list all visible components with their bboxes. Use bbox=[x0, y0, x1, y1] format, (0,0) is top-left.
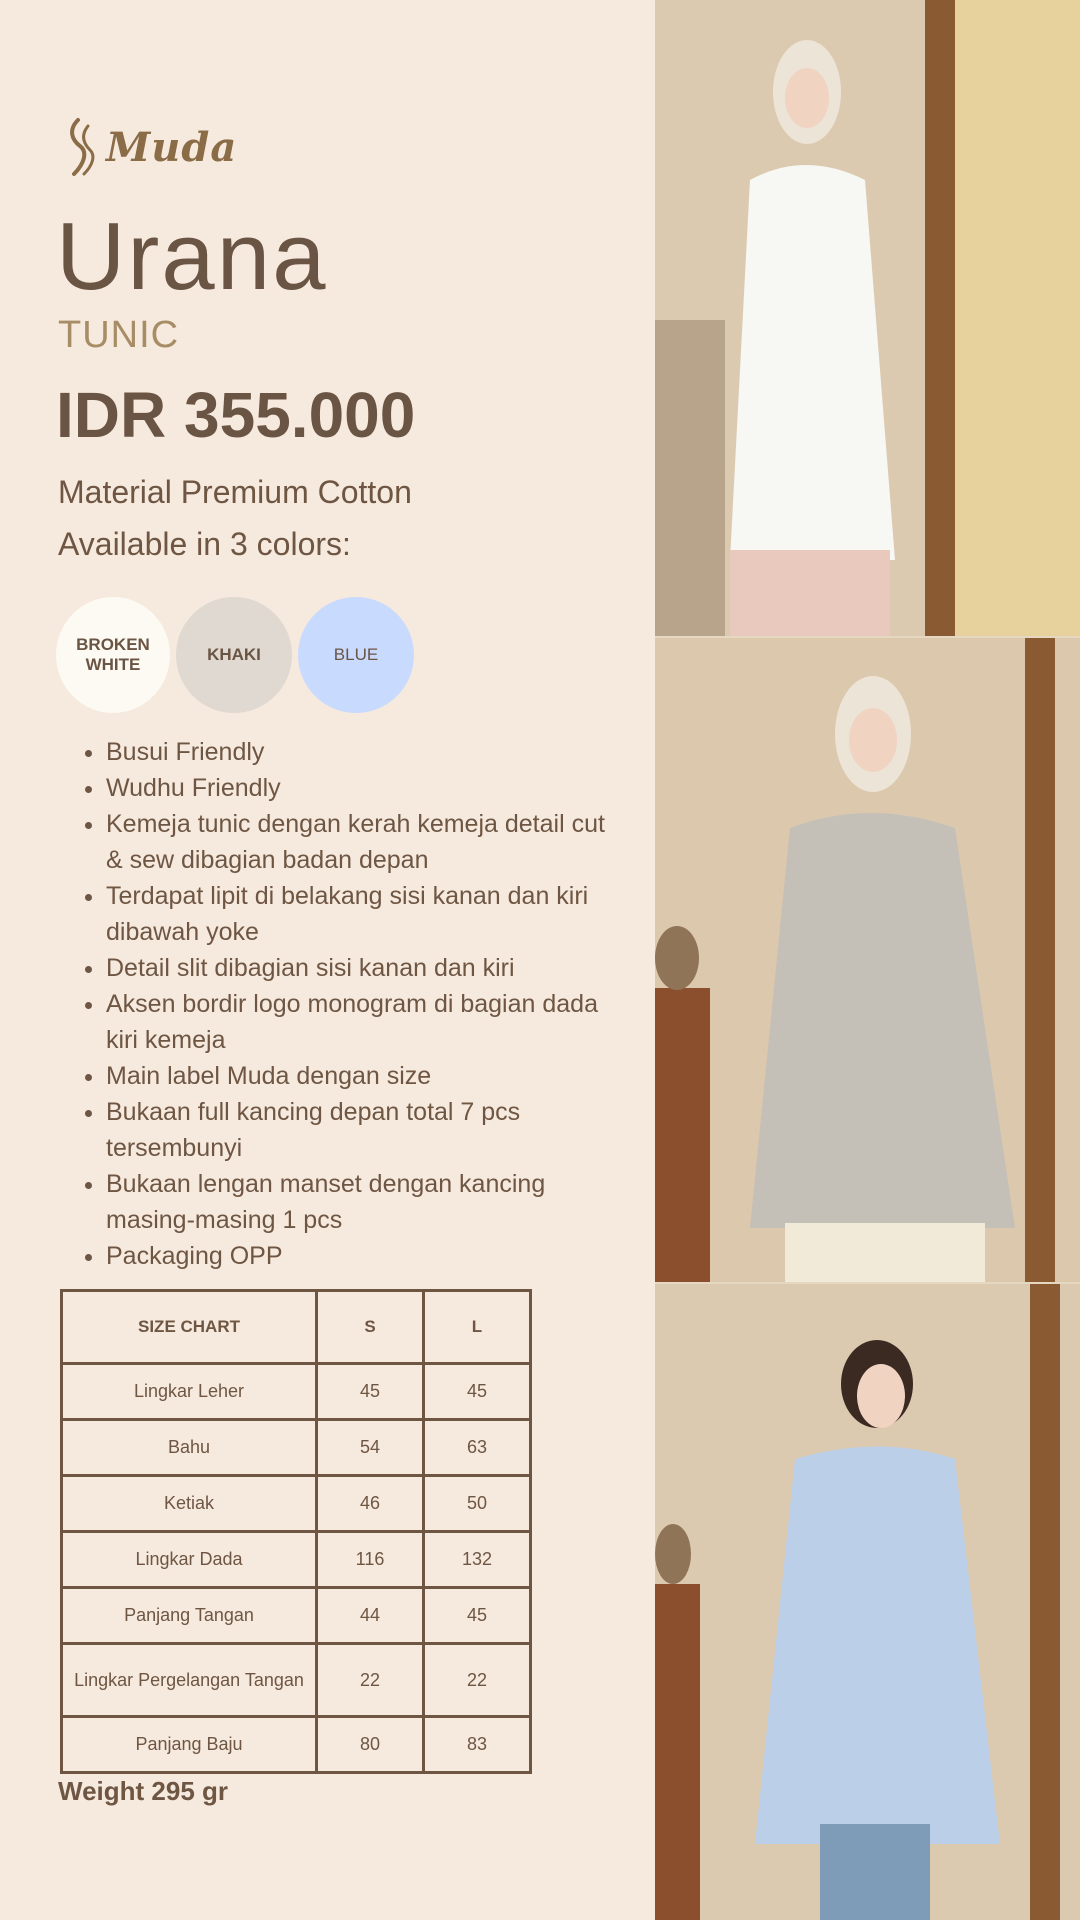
table-row bbox=[62, 1476, 531, 1532]
color-swatch-broken-white bbox=[56, 597, 170, 713]
table-cell: 44 bbox=[317, 1588, 424, 1644]
product-photo-broken-white bbox=[655, 0, 1080, 636]
feature-item: • Aksen bordir logo monogram di bagian dada kiri kemeja bbox=[106, 986, 626, 1058]
availability-text: Available in 3 colors: bbox=[58, 526, 351, 562]
table-cell: 63 bbox=[424, 1420, 531, 1476]
swatch-label: BROKEN bbox=[76, 635, 150, 654]
weight-text: Weight 295 gr bbox=[58, 1776, 229, 1806]
swatch-label: KHAKI bbox=[207, 645, 261, 664]
table-header: S bbox=[317, 1291, 424, 1364]
feature-item: • Busui Friendly bbox=[106, 734, 626, 770]
feature-item: • Main label Muda dengan size bbox=[106, 1058, 626, 1094]
table-cell: 22 bbox=[424, 1644, 531, 1717]
color-swatch-khaki bbox=[176, 597, 292, 713]
product-photo-khaki bbox=[655, 638, 1080, 1282]
table-header-row bbox=[62, 1291, 531, 1364]
table-cell: Bahu bbox=[62, 1420, 317, 1476]
table-header: L bbox=[424, 1291, 531, 1364]
swatch-label: BLUE bbox=[333, 645, 379, 664]
table-cell: Panjang Baju bbox=[62, 1717, 317, 1773]
table-cell: 54 bbox=[317, 1420, 424, 1476]
brand-logo bbox=[64, 112, 238, 184]
table-header: SIZE CHART bbox=[62, 1291, 317, 1364]
feature-item: • Bukaan lengan manset dengan kancing masing-masing 1 pcs bbox=[106, 1166, 626, 1238]
color-swatch-blue bbox=[298, 597, 414, 713]
table-cell: 83 bbox=[424, 1717, 531, 1773]
feature-item: • Terdapat lipit di belakang sisi kanan dan kiri dibawah yoke bbox=[106, 878, 626, 950]
table-cell: Panjang Tangan bbox=[62, 1588, 317, 1644]
product-price: IDR 355.000 bbox=[56, 379, 416, 451]
table-cell: 22 bbox=[317, 1644, 424, 1717]
material-text: Material Premium Cotton bbox=[58, 474, 412, 510]
brand-logo-text: Muda bbox=[106, 124, 238, 171]
table-cell: 50 bbox=[424, 1476, 531, 1532]
photo-column bbox=[655, 0, 1080, 1920]
table-row bbox=[62, 1644, 531, 1717]
table-cell: 45 bbox=[424, 1364, 531, 1420]
table-cell: 46 bbox=[317, 1476, 424, 1532]
table-cell: Lingkar Pergelangan Tangan bbox=[62, 1644, 317, 1717]
brand-mark-icon bbox=[64, 116, 104, 180]
table-cell: Lingkar Dada bbox=[62, 1532, 317, 1588]
feature-item: • Wudhu Friendly bbox=[106, 770, 626, 806]
table-cell: Ketiak bbox=[62, 1476, 317, 1532]
size-chart-table bbox=[60, 1289, 532, 1774]
feature-item: • Packaging OPP bbox=[106, 1238, 626, 1274]
swatch-label: WHITE bbox=[85, 655, 141, 674]
product-photo-blue bbox=[655, 1284, 1080, 1920]
color-swatches bbox=[56, 597, 414, 713]
table-cell: 80 bbox=[317, 1717, 424, 1773]
table-row bbox=[62, 1717, 531, 1773]
table-row bbox=[62, 1364, 531, 1420]
product-type: TUNIC bbox=[58, 314, 180, 356]
product-name: Urana bbox=[56, 203, 328, 310]
feature-list bbox=[80, 734, 626, 1274]
table-cell: 116 bbox=[317, 1532, 424, 1588]
table-row bbox=[62, 1588, 531, 1644]
table-cell: 45 bbox=[317, 1364, 424, 1420]
table-cell: Lingkar Leher bbox=[62, 1364, 317, 1420]
feature-item: • Detail slit dibagian sisi kanan dan kiri bbox=[106, 950, 626, 986]
feature-item: • Bukaan full kancing depan total 7 pcs tersembunyi bbox=[106, 1094, 626, 1166]
table-cell: 132 bbox=[424, 1532, 531, 1588]
table-cell: 45 bbox=[424, 1588, 531, 1644]
table-row bbox=[62, 1420, 531, 1476]
feature-item: • Kemeja tunic dengan kerah kemeja detail cut & sew dibagian badan depan bbox=[106, 806, 626, 878]
table-row bbox=[62, 1532, 531, 1588]
